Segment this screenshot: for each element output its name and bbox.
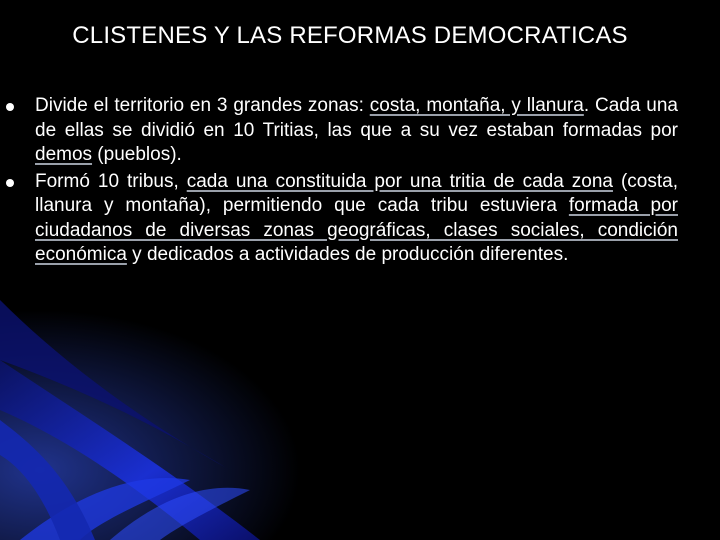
bullet-text-segment: . Cada una de ellas se dividió en 10 Tritias, las que a su vez estaban formadas por [35,95,678,141]
bullet-item-territory [0,94,678,168]
bullet-text-segment: Formó 10 tribus, [35,170,187,192]
bullet-dot-icon [6,179,14,187]
bullet-text-segment: (pueblos). [92,144,182,165]
bullet-text-segment: (costa, llanura y montaña), permitiendo que cada tribu estuviera [35,170,678,216]
bullet-text-underlined: formada por ciudadanos de diversas zonas geográficas, clases sociales, condición económica [35,195,678,265]
bullet-dot-icon [6,103,14,111]
bullet-list [0,94,720,270]
bullet-text-underlined: demos [35,144,93,165]
bullet-item-tribes [0,170,678,268]
bullet-text-underlined: cada una constituida por una tritia de cada zona [186,170,613,192]
bullet-text-segment: Divide el territorio en 3 grandes zonas: [35,95,370,116]
bullet-text-segment: y dedicados a actividades de producción diferentes. [126,244,569,265]
bullet-text-underlined: costa, montaña, y llanura [369,95,584,116]
slide-title: CLISTENES Y LAS REFORMAS DEMOCRATICAS [72,22,628,49]
